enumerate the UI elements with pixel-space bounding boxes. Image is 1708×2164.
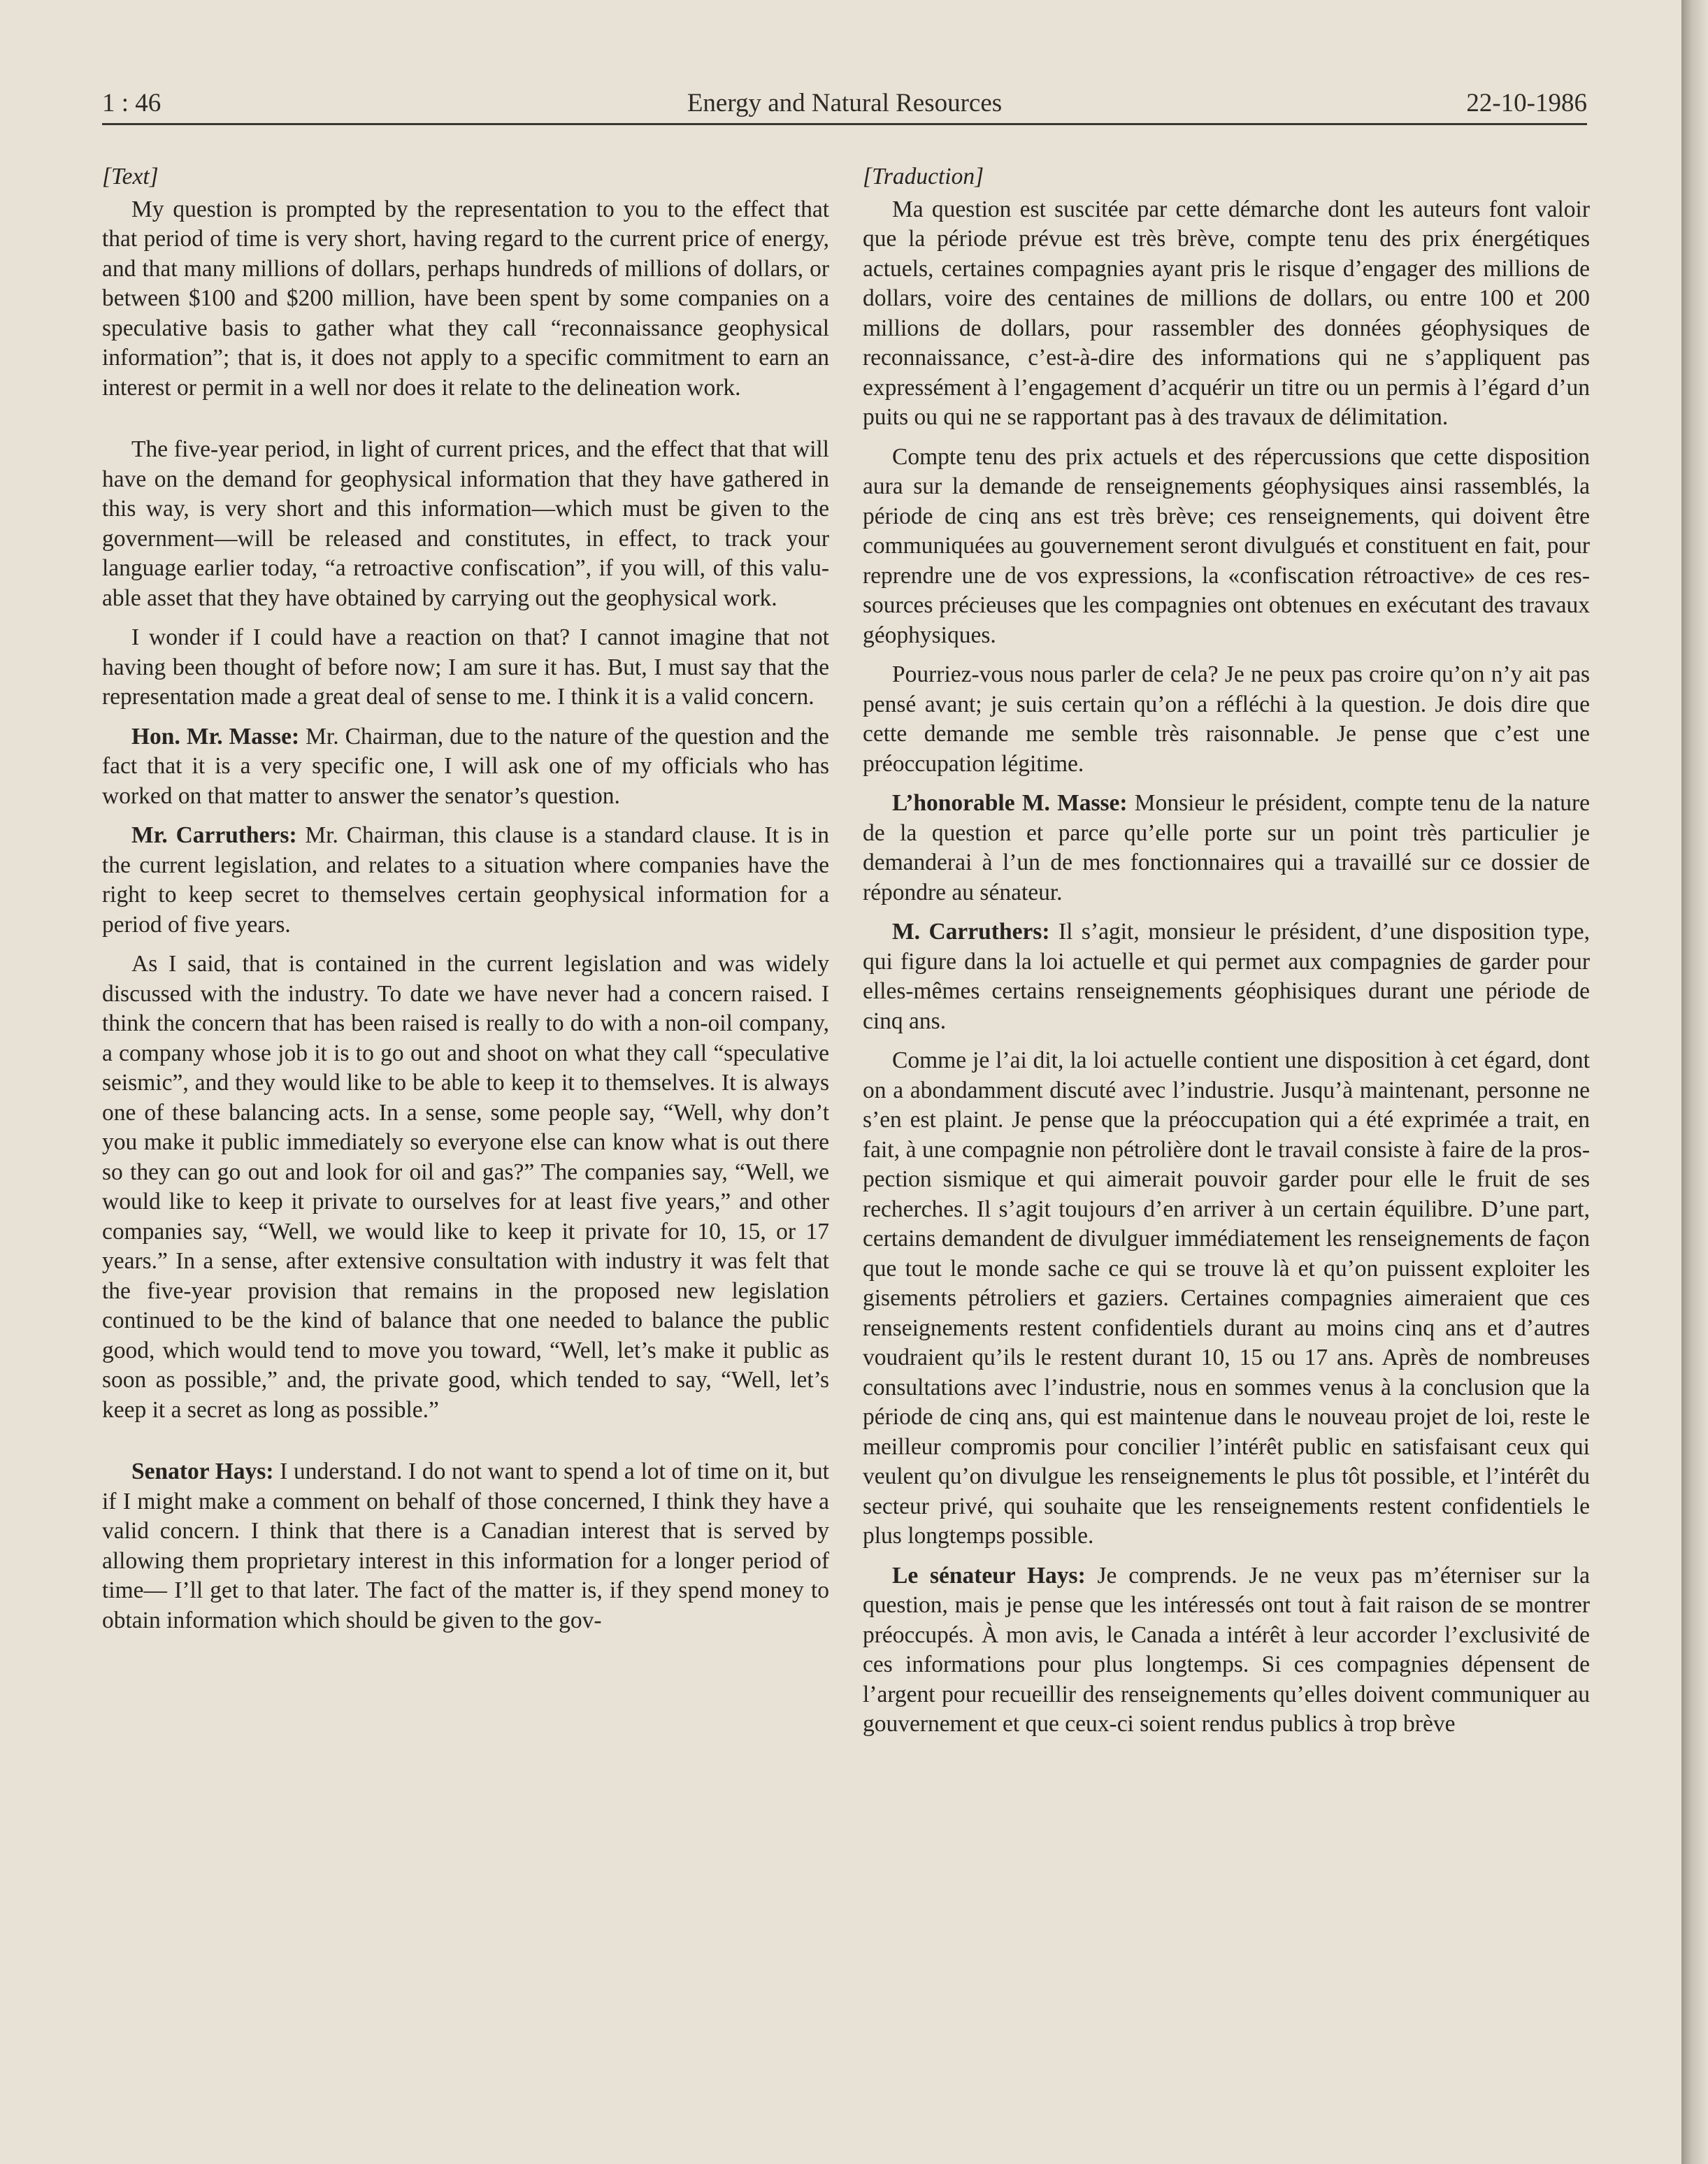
paragraph: I wonder if I could have a reaction on that? I cannot imagine that not having been thought of before now; I am sure it has. But, I must say that the representation made a great deal of sense to me. I think it is a valid concern. <box>102 624 829 710</box>
paragraph <box>102 722 829 812</box>
page-header <box>102 88 1587 124</box>
speaker-name: L’honorable M. Masse: <box>892 790 1128 816</box>
speech-text: Je comprends. Je ne veux pas m’éterniser sur la question, mais je pense que les intéressés ont tout à fait raison de se montrer préoccupés. À mon avis, le Canada a intérêt à leur accorder l’exclusivité de ces informations pour plus longtemps. Si ces compagnies dépensent de l’argent pour recueillir des renseignements qu’elles doivent communiquer au gouvernement et que ceux-ci soient rendus publics à trop brève <box>863 1562 1590 1737</box>
column-heading: [Text] <box>102 164 159 189</box>
speech-text: Monsieur le président, compte tenu de la nature de la question et parce qu’elle porte sur un point très particulier je demanderai à l’un de mes fonctionnaires qui a travaillé sur ce dossier de répondre au sénateur. <box>863 790 1591 905</box>
paragraph: Pourriez-vous nous parler de cela? Je ne peux pas croire qu’on n’y ait pas pensé avant; je suis certain qu’on a réfléchi à la question. Je dois dire que cette demande me semble très raisonnable. Je pense que c’est une préoccupation légitime. <box>863 661 1590 777</box>
french-column <box>863 162 1590 1740</box>
paragraph: Compte tenu des prix actuels et des répercussions que cette disposition aura sur la demande de renseignements géophysiques ainsi rassemblés, la période de cinq ans est très brève; ces renseignements, qui doivent être communiquées au gouvernement seront divulgués et constituent en fait, pour reprendre une de vos expressions, la «confiscation rétroactive» de ces ressources précieuses que les compagnies ont obtenues en exécutant des travaux géophysiques. <box>863 443 1590 648</box>
speaker-name: Hon. Mr. Masse: <box>131 723 300 750</box>
paragraph <box>863 917 1590 1036</box>
column-heading: [Traduction] <box>863 164 984 189</box>
paragraph: As I said, that is contained in the current legislation and was widely discussed with the industry. To date we have never had a concern raised. I think the concern that has been raised is really to do with a non-oil company, a company whose job it is to go out and shoot on what they call “speculative seismic”, and they would like to be able to keep it to themselves. It is always one of these balancing acts. In a sense, some people say, “Well, why don’t you make it public immediately so everyone else can know what is out there so they can go out and look for oil and gas?” The companies say, “Well, we would like to keep it private to ourselves for at least five years,” and other companies say, “Well, we would like to keep it private for 10, 15, or 17 years.” In a sense, after extensive consultation with industry it was felt that the five-year provision that remains in the proposed new legislation continued to be the kind of balance that one needed to balance the public good, which would tend to move you toward, “Well, let’s make it public as soon as possible,” and, the private good, which tended to say, “Well, let’s keep it a secret as long as possible.” <box>102 951 829 1423</box>
speech-text: I understand. I do not want to spend a lot of time on it, but if I might make a comment on behalf of those concerned, I think they have a valid concern. I think that there is a Canadian interest that is served by allowing them proprietary interest in this information for a longer period of time— I’ll get to that later. The fact of the matter is, if they spend money to obtain information which should be given to the gov- <box>102 1459 829 1633</box>
speech-text: Il s’agit, monsieur le président, d’une disposition type, qui figure dans la loi actuelle et qui permet aux compagnies de garder pour elles-mêmes certains renseignements géophisiques durant une période de cinq ans. <box>863 919 1591 1034</box>
page-number: 1 : 46 <box>102 89 162 117</box>
paragraph <box>863 1561 1590 1740</box>
speech-text: Mr. Chairman, due to the nature of the question and the fact that it is a very specific one, I will ask one of my officials who has worked on that matter to answer the senator’s question. <box>102 723 829 809</box>
running-title: Energy and Natural Resources <box>687 89 1003 117</box>
page-edge-shadow <box>1681 0 1708 2164</box>
english-column <box>102 162 829 1635</box>
paragraph: The five-year period, in light of current prices, and the effect that that will have on the demand for geophysical information that they have gathered in this way, is very short and this information—which must be given to the government—will be released and constitutes, in effect, to track your language earlier today, “a retroactive confiscation”, if you will, of this valuable asset that they have obtained by carrying out the geophysical work. <box>102 436 829 611</box>
speaker-name: Le sénateur Hays: <box>892 1562 1086 1589</box>
paragraph <box>102 1457 829 1635</box>
paragraph: Comme je l’ai dit, la loi actuelle contient une disposition à cet égard, dont on a abondamment discuté avec l’industrie. Jusqu’à maintenant, personne ne s’en est plaint. Je pense que la préoccupation qui a été exprimée a trait, en fait, à une compagnie non pétrolière dont le travail consiste à faire de la prospection sismique et qui aimerait pouvoir garder pour elle le fruit de ses recherches. Il s’agit toujours d’en arriver à un certain équilibre. D’une part, certains demandent de divulguer immédiatement les renseignements de façon que tout le monde sache ce qui se trouve là et qu’on puissent exploiter les gisements pétroliers et gaziers. Certaines compagnies aimeraient que ces renseignements restent confidentiels durant au moins cinq ans et d’autres voudraient qu’ils le restent durant 10, 15 ou 17 ans. Après de nombreuses consultations avec l’industrie, nous en sommes venus à la conclusion que la période de cinq ans, qui est maintenue dans le nouveau projet de loi, reste le meilleur compromis pour concilier l’intérêt public en satisfaisant ceux qui veulent qu’on divulgue les renseignements le plus tôt possible, et l’intérêt du secteur privé, qui souhaite que les renseignements restent confidentiels le plus longtemps possible. <box>863 1047 1590 1549</box>
paragraph <box>102 821 829 940</box>
speaker-name: Senator Hays: <box>131 1459 274 1484</box>
speech-text: Mr. Chairman, this clause is a standard clause. It is in the current legislation, and relates to a situation where companies have the right to keep secret to themselves certain geophysical information for a period of five years. <box>102 822 829 938</box>
paragraph: My question is prompted by the representation to you to the effect that that period of time is very short, having regard to the current price of energy, and that many millions of dollars, perhaps hundreds of millions of dollars, or between $100 and $200 million, have been spent by some companies on a speculative basis to gather what they call “reconnaissance geophysical information”; that is, it does not apply to a specific commitment to earn an interest or permit in a well nor does it relate to the delineation work. <box>102 196 829 401</box>
speaker-name: M. Carruthers: <box>892 919 1050 945</box>
header-date: 22-10-1986 <box>1466 89 1587 117</box>
header-rule <box>102 123 1587 125</box>
paragraph: Ma question est suscitée par cette démarche dont les auteurs font valoir que la période prévue est très brève, compte tenu des prix énergétiques actuels, certaines compagnies ayant pris le risque d’engager des millions de dollars, voire des centaines de millions de dollars, ou entre 100 et 200 millions de dollars, pour rassembler des données géophysiques de reconnaissance, c’est-à-dire des informations qui ne s’appliquent pas expressément à l’engagement d’acquérir un titre ou un permis à l’égard d’un puits ou qui ne se rapportant pas à des travaux de délimitation. <box>863 196 1590 430</box>
paragraph <box>863 789 1590 908</box>
speaker-name: Mr. Carruthers: <box>131 822 297 848</box>
